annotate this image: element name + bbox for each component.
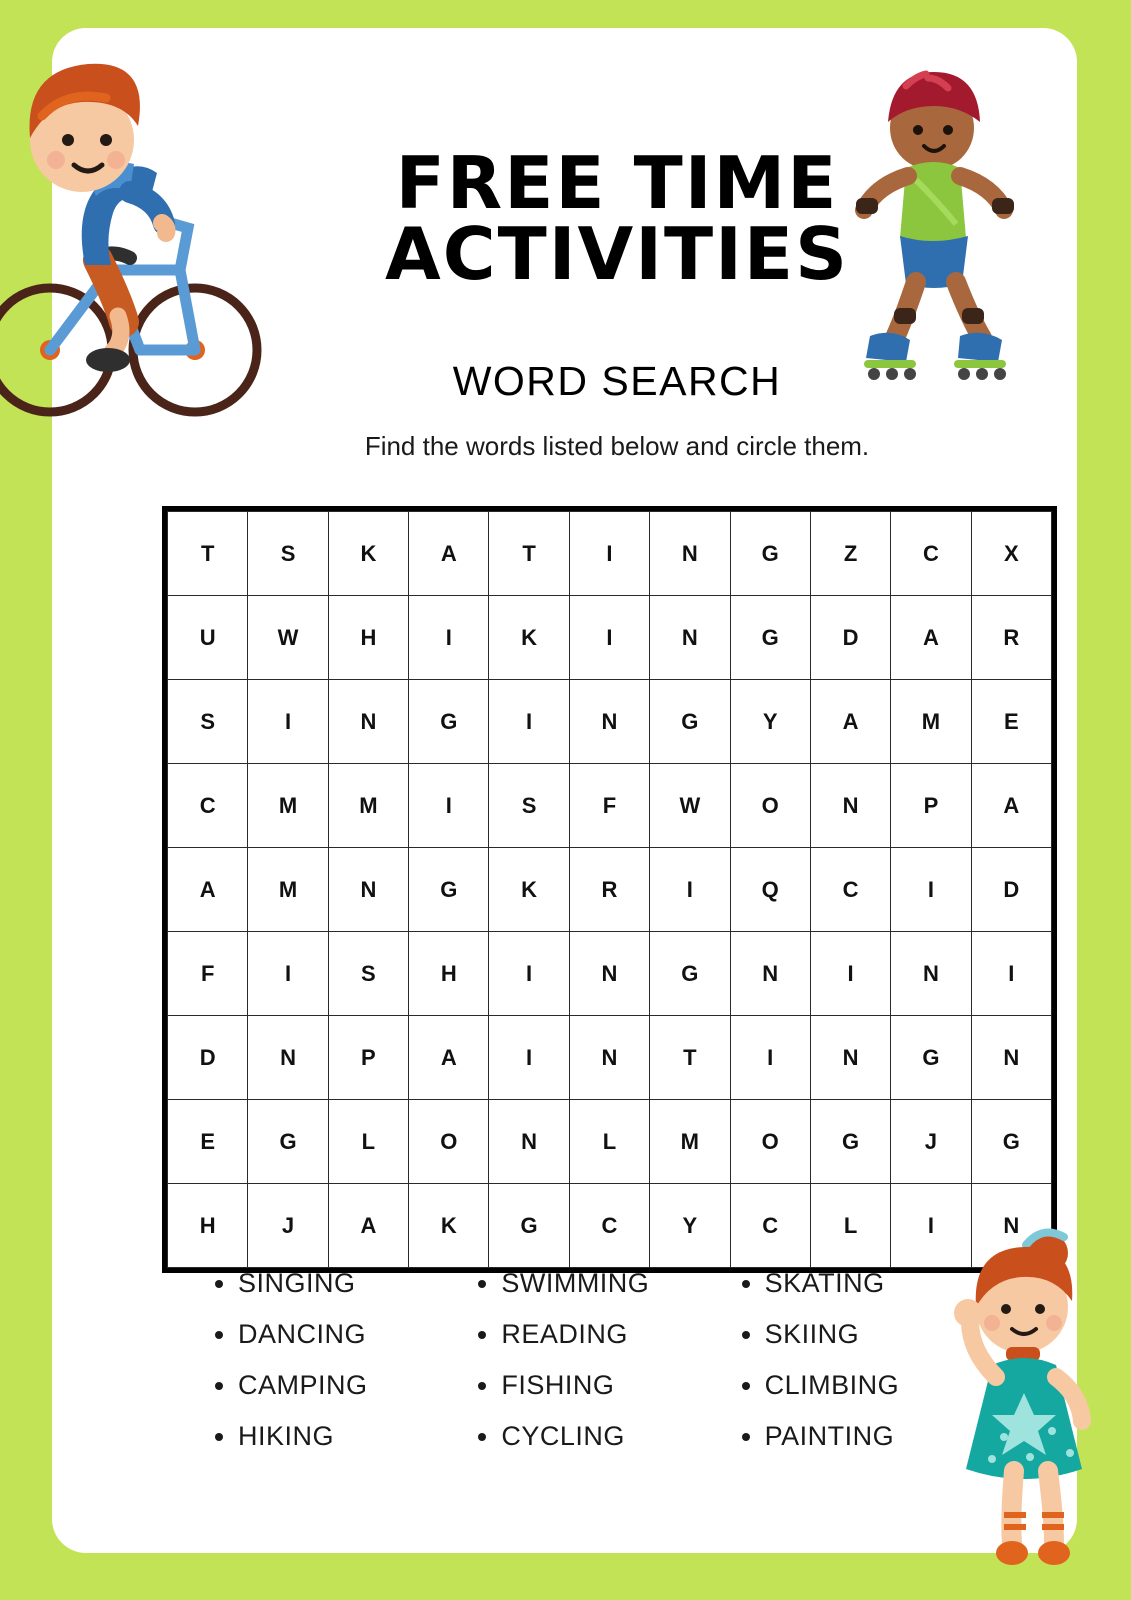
grid-cell[interactable]: I: [810, 932, 890, 1016]
grid-cell[interactable]: H: [409, 932, 489, 1016]
grid-row: [168, 1100, 1052, 1184]
grid-cell[interactable]: I: [730, 1016, 810, 1100]
grid-cell[interactable]: T: [650, 1016, 730, 1100]
grid-row: [168, 680, 1052, 764]
grid-cell[interactable]: I: [489, 1016, 569, 1100]
list-item: • READING: [501, 1319, 728, 1350]
grid-cell[interactable]: I: [650, 848, 730, 932]
grid-cell[interactable]: S: [248, 512, 328, 596]
grid-cell[interactable]: E: [971, 680, 1051, 764]
grid-cell[interactable]: H: [328, 596, 408, 680]
grid-row: [168, 512, 1052, 596]
grid-cell[interactable]: G: [409, 680, 489, 764]
boy-roller-skating-icon: [820, 50, 1050, 390]
grid-cell[interactable]: S: [168, 680, 248, 764]
list-item: • PAINTING: [765, 1421, 992, 1452]
title-line-1: FREE TIME: [395, 141, 839, 225]
grid-cell[interactable]: K: [489, 848, 569, 932]
grid-cell[interactable]: N: [650, 512, 730, 596]
grid-cell[interactable]: J: [891, 1100, 971, 1184]
grid-cell[interactable]: N: [650, 596, 730, 680]
grid-cell[interactable]: G: [810, 1100, 890, 1184]
list-item: • CYCLING: [501, 1421, 728, 1452]
grid-cell[interactable]: I: [248, 680, 328, 764]
grid-cell[interactable]: H: [168, 1184, 248, 1268]
grid-cell[interactable]: O: [409, 1100, 489, 1184]
grid-cell[interactable]: I: [489, 680, 569, 764]
grid-cell[interactable]: G: [730, 512, 810, 596]
list-item: • DANCING: [238, 1319, 465, 1350]
grid-row: [168, 1184, 1052, 1268]
list-item: • FISHING: [501, 1370, 728, 1401]
list-item: • SKIING: [765, 1319, 992, 1350]
grid-cell[interactable]: Q: [730, 848, 810, 932]
grid-cell[interactable]: D: [971, 848, 1051, 932]
grid-cell[interactable]: N: [810, 764, 890, 848]
grid-cell[interactable]: I: [971, 932, 1051, 1016]
boy-on-bicycle-icon: [0, 20, 290, 440]
grid-cell[interactable]: N: [971, 1016, 1051, 1100]
grid-cell[interactable]: M: [650, 1100, 730, 1184]
grid-cell[interactable]: M: [248, 764, 328, 848]
grid-cell[interactable]: S: [489, 764, 569, 848]
list-item: • CAMPING: [238, 1370, 465, 1401]
grid-cell[interactable]: D: [810, 596, 890, 680]
grid-cell[interactable]: N: [489, 1100, 569, 1184]
grid-cell[interactable]: G: [489, 1184, 569, 1268]
grid-cell[interactable]: A: [810, 680, 890, 764]
grid-cell[interactable]: G: [248, 1100, 328, 1184]
grid-cell[interactable]: G: [891, 1016, 971, 1100]
grid-cell[interactable]: P: [328, 1016, 408, 1100]
list-item: • SKATING: [765, 1268, 992, 1299]
grid-row: [168, 848, 1052, 932]
instructions-text: Find the words listed below and circle them.: [364, 431, 870, 461]
grid-cell[interactable]: R: [569, 848, 649, 932]
girl-waving-icon: [930, 1215, 1130, 1600]
grid-cell[interactable]: P: [891, 764, 971, 848]
grid-cell[interactable]: N: [569, 932, 649, 1016]
grid-cell[interactable]: I: [891, 848, 971, 932]
grid-row: [168, 764, 1052, 848]
grid-cell[interactable]: F: [168, 932, 248, 1016]
grid-cell[interactable]: F: [569, 764, 649, 848]
grid-cell[interactable]: N: [569, 1016, 649, 1100]
word-list-column-1: [202, 1268, 465, 1472]
grid-cell[interactable]: I: [569, 596, 649, 680]
grid-cell[interactable]: L: [569, 1100, 649, 1184]
grid-cell[interactable]: N: [730, 932, 810, 1016]
grid-cell[interactable]: A: [328, 1184, 408, 1268]
grid-cell[interactable]: N: [328, 680, 408, 764]
grid-cell[interactable]: G: [650, 932, 730, 1016]
grid-cell[interactable]: A: [168, 848, 248, 932]
list-item: • CLIMBING: [765, 1370, 992, 1401]
grid-cell[interactable]: C: [810, 848, 890, 932]
word-search-grid: [162, 506, 1057, 1273]
grid-cell[interactable]: I: [409, 596, 489, 680]
grid-cell[interactable]: K: [409, 1184, 489, 1268]
grid-cell[interactable]: I: [409, 764, 489, 848]
grid-cell[interactable]: O: [730, 1100, 810, 1184]
grid-cell[interactable]: W: [650, 764, 730, 848]
grid-cell[interactable]: N: [810, 1016, 890, 1100]
grid-cell[interactable]: M: [328, 764, 408, 848]
grid-cell[interactable]: Y: [650, 1184, 730, 1268]
grid-cell[interactable]: L: [810, 1184, 890, 1268]
grid-cell[interactable]: S: [328, 932, 408, 1016]
grid-cell[interactable]: E: [168, 1100, 248, 1184]
grid-cell[interactable]: C: [168, 764, 248, 848]
grid-cell[interactable]: I: [489, 932, 569, 1016]
grid-cell[interactable]: A: [971, 764, 1051, 848]
grid-cell[interactable]: L: [328, 1100, 408, 1184]
grid-cell[interactable]: G: [971, 1100, 1051, 1184]
grid-cell[interactable]: D: [168, 1016, 248, 1100]
list-item: • HIKING: [238, 1421, 465, 1452]
grid-cell[interactable]: Z: [810, 512, 890, 596]
grid-cell[interactable]: I: [248, 932, 328, 1016]
grid-cell[interactable]: Y: [730, 680, 810, 764]
word-list-column-2: [465, 1268, 728, 1472]
grid-cell[interactable]: R: [971, 596, 1051, 680]
grid-cell[interactable]: A: [409, 512, 489, 596]
grid-cell[interactable]: T: [489, 512, 569, 596]
grid-cell[interactable]: C: [730, 1184, 810, 1268]
title-line-2: ACTIVITIES: [385, 211, 849, 296]
grid-cell[interactable]: C: [891, 512, 971, 596]
list-item: • SWIMMING: [501, 1268, 728, 1299]
grid-row: [168, 932, 1052, 1016]
page-subtitle: WORD SEARCH: [452, 358, 782, 404]
grid-cell[interactable]: M: [248, 848, 328, 932]
grid-cell[interactable]: A: [409, 1016, 489, 1100]
grid-cell[interactable]: G: [650, 680, 730, 764]
grid-table: [167, 511, 1052, 1268]
grid-cell[interactable]: G: [730, 596, 810, 680]
grid-row: [168, 596, 1052, 680]
grid-cell[interactable]: M: [891, 680, 971, 764]
grid-cell[interactable]: J: [248, 1184, 328, 1268]
grid-cell[interactable]: N: [248, 1016, 328, 1100]
grid-cell[interactable]: C: [569, 1184, 649, 1268]
grid-cell[interactable]: G: [409, 848, 489, 932]
grid-cell[interactable]: U: [168, 596, 248, 680]
grid-cell[interactable]: N: [891, 932, 971, 1016]
grid-row: [168, 1016, 1052, 1100]
grid-cell[interactable]: W: [248, 596, 328, 680]
grid-cell[interactable]: K: [489, 596, 569, 680]
grid-cell[interactable]: N: [328, 848, 408, 932]
grid-cell[interactable]: T: [168, 512, 248, 596]
grid-cell[interactable]: I: [569, 512, 649, 596]
grid-cell[interactable]: N: [971, 1184, 1051, 1268]
grid-cell[interactable]: N: [569, 680, 649, 764]
grid-cell[interactable]: O: [730, 764, 810, 848]
list-item: • SINGING: [238, 1268, 465, 1299]
grid-cell[interactable]: X: [971, 512, 1051, 596]
grid-cell[interactable]: I: [891, 1184, 971, 1268]
grid-cell[interactable]: A: [891, 596, 971, 680]
grid-cell[interactable]: K: [328, 512, 408, 596]
word-list: [202, 1268, 992, 1472]
